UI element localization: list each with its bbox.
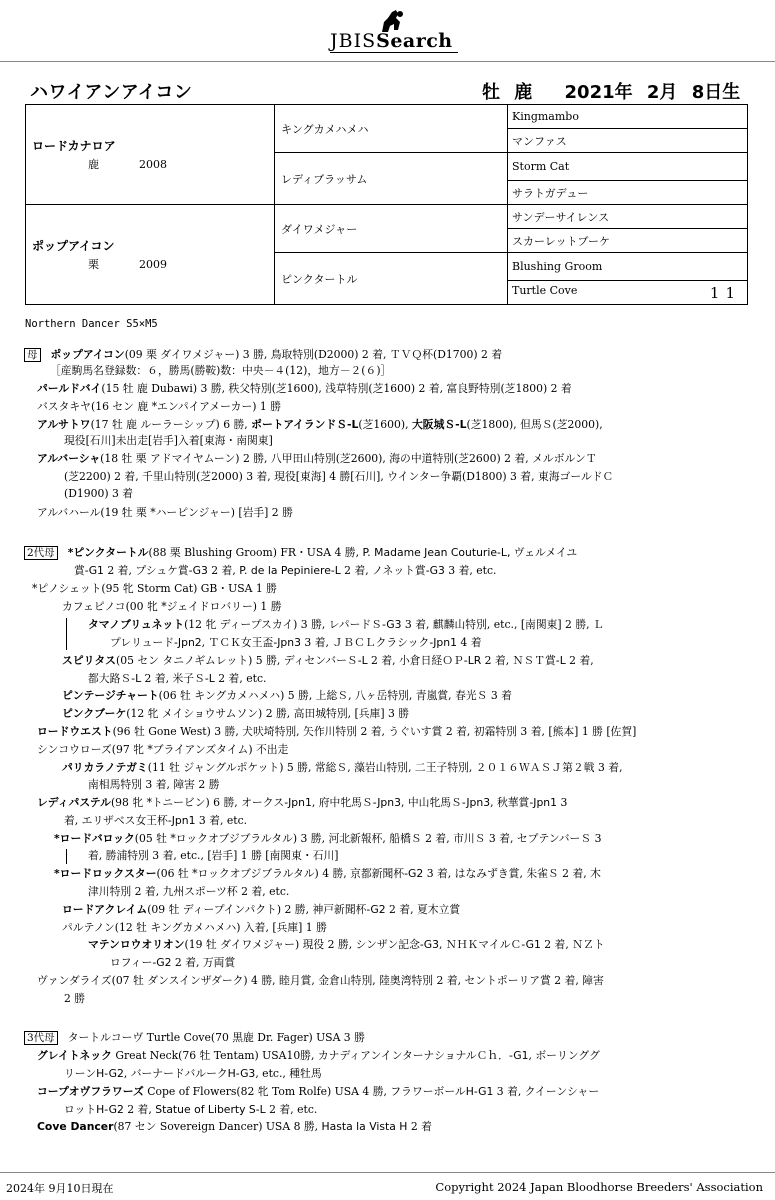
family-line: アルバーシャ(18 牡 栗 アドマイヤムーン) 2 勝, 八甲田山特別(芝2600), 海の中道特別(芝2600) 2 着, メルボルンＴ	[37, 452, 597, 465]
family-line: ［産駒馬名登録数：６，勝馬(勝鞍)数：中央－４(12)，地方－２(６)］	[50, 364, 392, 377]
family-line: ロードウエスト(96 牡 Gone West) 3 勝, 犬吠埼特別, 矢作川特別 2 着, うぐいす賞 2 着, 初霜特別 3 着, [熊本] 1 勝 [佐賀]	[37, 725, 637, 738]
family-line: ロットH-G2 2 着, Statue of Liberty S-L 2 着, etc.	[64, 1103, 318, 1116]
g3-cell-6: スカーレットブーケ	[508, 229, 748, 253]
lineage-bar	[66, 849, 67, 864]
family-line: カフェピノコ(00 牝 *ジェイドロバリー) 1 勝	[62, 600, 282, 613]
logo-search-text: Search	[376, 30, 453, 52]
family-line: ヴァンダライズ(07 牡 ダンスインザダーク) 4 勝, 睦月賞, 金倉山特別, 陸奥湾特別 2 着, セントポーリア賞 2 着, 障害	[37, 974, 604, 987]
pedigree-table	[25, 104, 748, 305]
family-line: 3代母 タートルコーヴ Turtle Cove(70 黒鹿 Dr. Fager) USA 3 勝	[24, 1030, 365, 1045]
family-line: アルサトワ(17 牡 鹿 ルーラーシップ) 6 勝, ポートアイランドＳ-L(芝1600), 大阪城Ｓ-L(芝1800), 但馬Ｓ(芝2000),	[37, 418, 603, 431]
as-of-date: 2024年 9月10日現在	[6, 1182, 114, 1195]
sire-dam-cell: レディブラッサム	[275, 153, 508, 205]
family-line: 賞-G1 2 着, プシュケ賞-G3 2 着, P. de la Pepiniere-L 2 着, ノネット賞-G3 3 着, etc.	[74, 564, 497, 577]
family-line: (芝2200) 2 着, 千里山特別(芝2000) 3 着, 現役[東海] 4 勝[石川], ウインター争覇(D1800) 3 着, 東海ゴールドＣ	[64, 470, 614, 483]
logo-jbis-text: JBIS	[330, 30, 377, 52]
footer-divider	[0, 1172, 775, 1173]
g3-cell-1: Kingmambo	[508, 105, 748, 129]
g3-cell-2: マンファス	[508, 129, 748, 153]
g3-cell-5: サンデーサイレンス	[508, 205, 748, 229]
family-line: 津川特別 2 着, 九州スポーツ杯 2 着, etc.	[88, 885, 290, 898]
inbreeding-note: Northern Dancer S5×M5	[25, 318, 158, 330]
dam-sire-cell: ダイワメジャー	[275, 205, 508, 253]
second-dam-tag: 2代母	[24, 546, 58, 560]
family-line: 都大路Ｓ-L 2 着, 米子Ｓ-L 2 着, etc.	[88, 672, 267, 685]
family-line: ピンクブーケ(12 牝 メイショウサムソン) 2 勝, 高田城特別, [兵庫] 3 勝	[62, 707, 410, 720]
family-line: 2 勝	[64, 992, 86, 1005]
family-line: プレリュード-Jpn2, ＴＣＫ女王盃-Jpn3 3 着, ＪＢＣＬクラシック-Jpn1 4 着	[110, 636, 482, 649]
family-line: (D1900) 3 着	[64, 487, 134, 500]
dam-color: 栗	[88, 258, 99, 271]
family-line: 現役[石川]未出走[岩手]入着[東海・南関東]	[64, 434, 273, 447]
family-line: アルバハール(19 牡 栗 *ハーピンジャー) [岩手] 2 勝	[37, 506, 293, 519]
g3-cell-4: サラトガデュー	[508, 181, 748, 205]
dam-cell	[26, 205, 275, 305]
family-line: シンコウローズ(97 牝 *ブライアンズタイム) 不出走	[37, 743, 289, 756]
family-line: 母 ポップアイコン(09 栗 ダイワメジャー) 3 勝, 鳥取特別(D2000) 2 着, ＴＶＱ杯(D1700) 2 着	[24, 347, 502, 362]
family-line: 着, 勝浦特別 3 着, etc., [岩手] 1 勝 [南関東・石川]	[88, 849, 339, 862]
family-line: ピンテージチャート(06 牡 キングカメハメハ) 5 勝, 上総Ｓ, 八ヶ岳特別, 青嵐賞, 春光Ｓ 3 着	[62, 689, 512, 702]
family-line: *ロードロックスター(06 牡 *ロックオブジブラルタル) 4 勝, 京都新聞杯-G2 3 着, はなみずき賞, 朱雀Ｓ 2 着, 木	[54, 867, 601, 880]
logo-underline	[330, 52, 458, 53]
family-line: コープオヴフラワーズ Cope of Flowers(82 牝 Tom Rolfe) USA 4 勝, フラワーボールH-G1 3 着, クイーンシャー	[37, 1085, 600, 1098]
g3-cell-3: Storm Cat	[508, 153, 748, 181]
family-line: グレイトネック Great Neck(76 牡 Tentam) USA10勝, カナディアンインターナショナルＣｈ．-G1, ボーリンググ	[37, 1049, 600, 1062]
g3-cell-7: Blushing Groom	[508, 253, 748, 281]
g3-cell-8: Turtle Cove	[512, 283, 578, 297]
family-line: バスタキヤ(16 セン 鹿 *エンパイアメーカー) 1 勝	[37, 400, 281, 413]
family-line: パールドバイ(15 牡 鹿 Dubawi) 3 勝, 秩父特別(芝1600), 浅草特別(芝1600) 2 着, 富良野特別(芝1800) 2 着	[37, 382, 572, 395]
dam-dam-cell: ピンクタートル	[275, 253, 508, 305]
family-line: リーンH-G2, バーナードバルークH-G3, etc., 種牡馬	[64, 1067, 322, 1080]
horse-name: ハワイアンアイコン	[30, 82, 193, 103]
family-line: ロフィー-G2 2 着, 万両賞	[110, 956, 236, 969]
family-line: *ピノシェット(95 牝 Storm Cat) GB・USA 1 勝	[32, 582, 277, 595]
family-line: マテンロウオリオン(19 牡 ダイワメジャー) 現役 2 勝, シンザン記念-G3, ＮＨＫマイルＣ-G1 2 着, ＮＺト	[88, 938, 605, 951]
family-line: *ロードバロック(05 牡 *ロックオブジブラルタル) 3 勝, 河北新報杯, 船橋Ｓ 2 着, 市川Ｓ 3 着, セプテンバーＳ 3	[54, 832, 602, 845]
family-line: 着, エリザベス女王杯-Jpn1 3 着, etc.	[64, 814, 248, 827]
family-line: パリカラノテガミ(11 牡 ジャングルポケット) 5 勝, 常総Ｓ, 藻岩山特別, 二王子特別, ２０１６ＷＡＳＪ第２戦 3 着,	[62, 761, 623, 774]
sire-cell	[26, 105, 275, 205]
dam-name: ポップアイコン	[32, 239, 115, 253]
sire-sire-cell: キングカメハメハ	[275, 105, 508, 153]
dam-tag: 母	[24, 348, 41, 362]
family-line: 南相馬特別 3 着, 障害 2 勝	[88, 778, 220, 791]
family-line: パルテノン(12 牡 キングカメハメハ) 入着, [兵庫] 1 勝	[62, 921, 327, 934]
family-line: ロードアクレイム(09 牡 ディープインパクト) 2 勝, 神戸新聞杯-G2 2 着, 夏木立賞	[62, 903, 461, 916]
g3-reference-number: 11	[709, 283, 741, 302]
sire-year: 2008	[139, 158, 167, 171]
family-line: 2代母 *ピンクタートル(88 栗 Blushing Groom) FR・USA 4 勝, P. Madame Jean Couturie-L, ヴェルメイユ	[24, 545, 577, 560]
third-dam-tag: 3代母	[24, 1031, 58, 1045]
dam-year: 2009	[139, 258, 167, 271]
copyright: Copyright 2024 Japan Bloodhorse Breeders' Association	[435, 1180, 763, 1194]
sire-name: ロードカナロア	[32, 139, 116, 153]
family-line: スピリタス(05 セン タニノギムレット) 5 勝, ディセンバーＳ-L 2 着, 小倉日経ＯＰ-LR 2 着, ＮＳＴ賞-L 2 着,	[62, 654, 594, 667]
header-divider	[0, 61, 775, 62]
sire-color: 鹿	[88, 158, 99, 171]
family-line: レディパステル(98 牝 *トニービン) 6 勝, オークス-Jpn1, 府中牝馬Ｓ-Jpn3, 中山牝馬Ｓ-Jpn3, 秋華賞-Jpn1 3	[37, 796, 568, 809]
horse-sex-color-birthdate: 牡 鹿 2021年 2月 8日生	[482, 82, 741, 103]
lineage-bar	[66, 618, 67, 650]
family-line: Cove Dancer(87 セン Sovereign Dancer) USA 8 勝, Hasta la Vista H 2 着	[37, 1120, 432, 1133]
family-line: タマノブリュネット(12 牝 ディープスカイ) 3 勝, レパードＳ-G3 3 着, 麒麟山特別, etc., [南関東] 2 勝, Ｌ	[88, 618, 604, 631]
